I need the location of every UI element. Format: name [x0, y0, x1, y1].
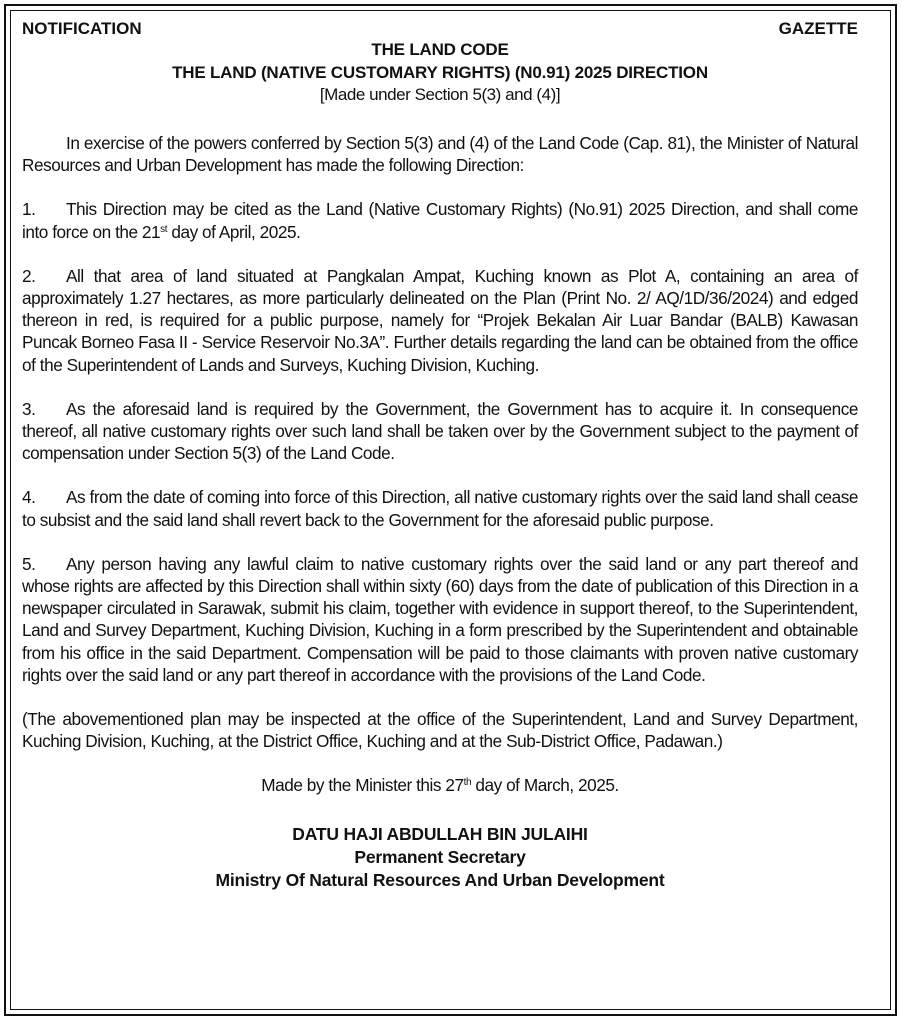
- made-by-text-end: day of March, 2025.: [471, 775, 619, 796]
- paragraph-1-sup: st: [160, 223, 168, 235]
- paragraph-2-text: All that area of land situated at Pangkalan Ampat, Kuching known as Plot A, containing an area of approximately 1.27 hectares, as more particularly delineated on the Plan (Print No. 2/ AQ/1D/36/2024) and edged thereon in red, is required for a public purpose, namely for “Projek Bekalan Air Luar Bandar (BALB) Kawasan Puncak Borneo Fasa II - Service Reservoir No.3A”. Further details regarding the land can be obtained from the office of the Superintendent of Lands and Surveys, Kuching Division, Kuching.: [22, 265, 858, 375]
- intro-paragraph: In exercise of the powers conferred by Section 5(3) and (4) of the Land Code (Cap. 81), the Minister of Natural Resources and Urban Development has made the following Direction:: [22, 133, 858, 176]
- direction-title: THE LAND (NATIVE CUSTOMARY RIGHTS) (N0.91) 2025 DIRECTION: [172, 63, 708, 82]
- paragraph-3-text: As the aforesaid land is required by the Government, the Government has to acquire it. In consequence thereof, all native customary rights over such land shall be taken over by the Government subject to the payment of compensation under Section 5(3) of the Land Code.: [22, 398, 858, 464]
- paragraph-1-number: 1.: [22, 199, 36, 220]
- document-title: THE LAND CODE: [371, 40, 509, 59]
- paragraph-1-text-end: day of April, 2025.: [167, 221, 301, 242]
- notice-content: [22, 18, 858, 892]
- signatory-name: DATU HAJI ABDULLAH BIN JULAIHI: [292, 823, 588, 844]
- signature-block: [22, 823, 858, 892]
- paragraph-5-text: Any person having any lawful claim to native customary rights over the said land or any part thereof and whose rights are affected by this Direction shall within sixty (60) days from the date of publication of this Direction in a newspaper circulated in Sarawak, submit his claim, together with evidence in support thereof, to the Superintendent, Land and Survey Department, Kuching Division, Kuching in a form prescribed by the Superintendent and obtainable from his office in the said Department. Compensation will be paid to those claimants with proven native customary rights over the said land or any part thereof in accordance with the provisions of the Land Code.: [22, 553, 858, 685]
- paragraph-5: [22, 553, 858, 686]
- made-by-line: [22, 774, 858, 796]
- paragraph-1: [22, 198, 858, 242]
- paragraph-1-text: This Direction may be cited as the Land (Native Customary Rights) (No.91) 2025 Direction, and shall come into force on the 21: [22, 199, 858, 242]
- paragraph-4: [22, 486, 858, 530]
- gazette-label: GAZETTE: [778, 19, 858, 38]
- paragraph-4-number: 4.: [22, 487, 36, 508]
- plan-inspection-note: (The abovementioned plan may be inspected at the office of the Superintendent, Land and Survey Department, Kuching Division, Kuching, at the District Office, Kuching and at the Sub-District Office, Padawan.): [22, 709, 858, 752]
- made-by-sup: th: [463, 777, 472, 789]
- made-by-text: Made by the Minister this 27: [261, 775, 464, 796]
- made-under-note: [Made under Section 5(3) and (4)]: [319, 85, 561, 104]
- paragraph-3-number: 3.: [22, 398, 36, 419]
- notification-label: NOTIFICATION: [22, 19, 142, 38]
- paragraph-3: [22, 398, 858, 465]
- signatory-title: Permanent Secretary: [354, 846, 526, 867]
- paragraph-2-number: 2.: [22, 265, 36, 286]
- paragraph-5-number: 5.: [22, 553, 36, 574]
- paragraph-2: [22, 265, 858, 376]
- signatory-ministry: Ministry Of Natural Resources And Urban Development: [215, 869, 665, 890]
- paragraph-4-text: As from the date of coming into force of this Direction, all native customary rights over the said land shall cease to subsist and the said land shall revert back to the Government for the aforesaid public purpose.: [22, 487, 858, 530]
